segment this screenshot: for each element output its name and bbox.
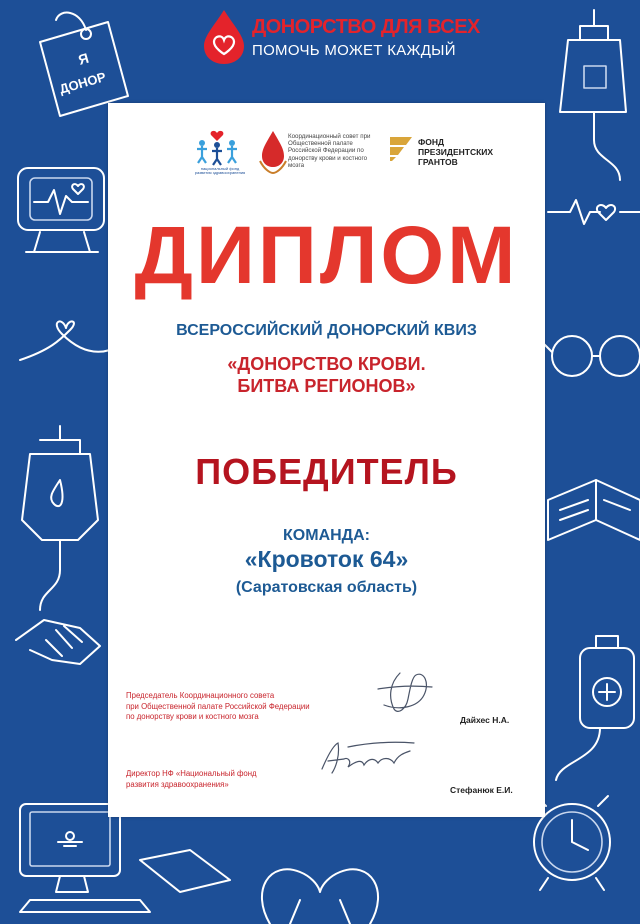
heart-hands-icon: [262, 869, 378, 924]
event-subject-line2: БИТВА РЕГИОНОВ»: [237, 376, 416, 396]
iv-bag-icon: [560, 10, 626, 180]
partner2-text: Координационный совет при Общественной палате Российской Федерации по донорству крови и костного мозга: [288, 133, 371, 169]
signatory2-role-line2: развития здравоохранения»: [126, 779, 229, 789]
partner1-caption: национальный фонд развития здравоохранения: [194, 166, 246, 175]
team-name: «Кровоток 64»: [244, 546, 409, 572]
alarm-clock-icon: [534, 796, 610, 890]
notebook-icon: [140, 850, 230, 892]
partner3-line1: ФОНД: [418, 137, 445, 147]
donor-tag-icon: [40, 13, 128, 116]
blood-drop-heart-icon: [200, 8, 248, 64]
signatory1-role-line2: при Общественной палате Российской Федерации: [126, 701, 310, 711]
signatory1-role: [126, 691, 310, 723]
blood-drop-hands-icon: [258, 129, 288, 175]
partner3-line2: ПРЕЗИДЕНТСКИХ: [418, 147, 494, 157]
heart-monitor-icon: [18, 168, 104, 252]
computer-icon: [20, 804, 150, 912]
team-region: (Саратовская область): [235, 579, 418, 596]
signatory2-name: Стефанюк Е.И.: [450, 785, 513, 795]
partner3-line3: ГРАНТОВ: [418, 157, 458, 167]
partner3-text: [418, 137, 493, 167]
campaign-header: [200, 8, 480, 68]
signatory2-role-line1: Директор НФ «Национальный фонд: [126, 769, 257, 778]
heart-pulse-line-icon: [548, 200, 640, 224]
event-name: ВСЕРОССИЙСКИЙ ДОНОРСКИЙ КВИЗ: [176, 322, 477, 339]
signature2-image: [318, 735, 418, 781]
national-health-fund-logo: [192, 127, 246, 177]
diploma-title: ДИПЛОМ: [134, 210, 519, 301]
blood-bag-icon: [22, 426, 98, 610]
handshake-icon: [16, 620, 100, 664]
event-subject: [108, 353, 545, 397]
presidential-grants-logo: [386, 127, 496, 177]
book-icon: [548, 480, 640, 540]
signatory1-role-line3: по донорству крови и костного мозга: [126, 712, 259, 721]
heart-line-icon: [20, 321, 110, 360]
svg-text:ДОНОР: ДОНОР: [57, 69, 108, 97]
partner-logos: [108, 123, 545, 183]
signatory1-name: Дайхес Н.А.: [460, 715, 510, 725]
diploma-sheet: [108, 103, 545, 817]
grants-emblem-icon: [386, 133, 416, 163]
plus-bag-icon: [556, 636, 634, 780]
people-heart-icon: [192, 127, 242, 167]
team-label: КОМАНДА:: [283, 527, 370, 544]
signatory1-role-line1: Председатель Координационного совета: [126, 691, 275, 700]
svg-text:Я: Я: [76, 49, 91, 68]
award-title: ПОБЕДИТЕЛЬ: [195, 451, 458, 492]
signature1-image: [370, 669, 440, 719]
event-subject-line1: «ДОНОРСТВО КРОВИ.: [227, 354, 426, 374]
coordination-council-logo: [258, 125, 378, 181]
campaign-title: ДОНОРСТВО ДЛЯ ВСЕХ: [252, 16, 480, 38]
campaign-subtitle: ПОМОЧЬ МОЖЕТ КАЖДЫЙ: [252, 42, 456, 59]
signatory2-role: [126, 769, 257, 790]
glasses-icon: [542, 336, 640, 376]
